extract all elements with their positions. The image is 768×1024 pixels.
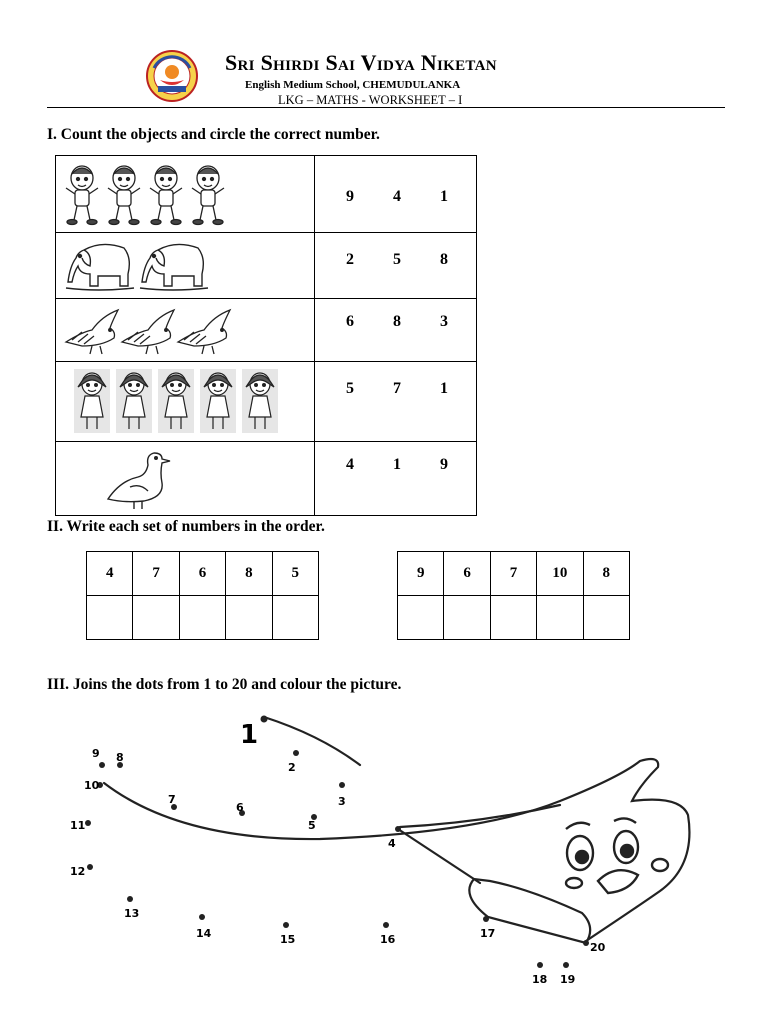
dot-label: 2 bbox=[288, 761, 296, 774]
given-number-cell: 7 bbox=[490, 552, 536, 596]
answer-cell[interactable] bbox=[179, 596, 225, 640]
dot-label: 9 bbox=[92, 747, 100, 760]
answer-cell[interactable] bbox=[226, 596, 272, 640]
dot-label: 1 bbox=[240, 720, 259, 750]
given-number-cell: 5 bbox=[272, 552, 318, 596]
answer-cell[interactable] bbox=[398, 596, 444, 640]
dot-label: 11 bbox=[70, 819, 86, 832]
count-row-duck bbox=[56, 442, 476, 517]
elephant-figures-icon bbox=[62, 236, 222, 296]
order-table-set2 bbox=[397, 551, 630, 640]
boys-number-choices bbox=[346, 188, 487, 206]
choice-number[interactable]: 1 bbox=[393, 456, 401, 473]
dot-label: 5 bbox=[308, 819, 316, 832]
choice-number[interactable]: 7 bbox=[393, 380, 401, 397]
choice-number[interactable]: 4 bbox=[346, 456, 354, 473]
boat-face bbox=[566, 818, 668, 893]
dot-label: 10 bbox=[84, 779, 100, 792]
choice-number[interactable]: 1 bbox=[440, 188, 448, 205]
given-number-cell: 8 bbox=[583, 552, 629, 596]
school-name: Sri Shirdi Sai Vidya Niketan bbox=[225, 50, 497, 75]
dot-label: 14 bbox=[196, 927, 212, 940]
dot-label: 16 bbox=[380, 933, 396, 946]
section2-heading: II. Write each set of numbers in the order. bbox=[47, 518, 325, 535]
answer-cell[interactable] bbox=[444, 596, 490, 640]
dot bbox=[339, 782, 345, 788]
duck-figure-icon bbox=[104, 447, 184, 513]
answer-cell[interactable] bbox=[272, 596, 318, 640]
girls-number-choices bbox=[346, 380, 487, 398]
answer-cell[interactable] bbox=[537, 596, 583, 640]
girl-figures-icon bbox=[74, 369, 294, 435]
dot bbox=[199, 914, 205, 920]
dot bbox=[99, 762, 105, 768]
elephants-pictures bbox=[62, 233, 222, 298]
section1-heading: I. Count the objects and circle the correct number. bbox=[47, 126, 380, 143]
dot-label: 13 bbox=[124, 907, 140, 920]
paddle-handle bbox=[398, 829, 480, 883]
answer-cell[interactable] bbox=[133, 596, 179, 640]
dot bbox=[261, 716, 268, 723]
dot bbox=[127, 896, 133, 902]
given-number-cell: 7 bbox=[133, 552, 179, 596]
answer-cell[interactable] bbox=[490, 596, 536, 640]
dot-label: 8 bbox=[116, 751, 124, 764]
duck-pictures bbox=[62, 442, 184, 517]
dot bbox=[293, 750, 299, 756]
choice-number[interactable]: 1 bbox=[440, 380, 448, 397]
pigeon-figures-icon bbox=[62, 302, 232, 358]
table-row bbox=[87, 552, 319, 596]
girls-pictures bbox=[62, 362, 294, 441]
dot bbox=[87, 864, 93, 870]
dot bbox=[563, 962, 569, 968]
header-divider bbox=[47, 107, 725, 108]
boy-figures-icon bbox=[62, 160, 232, 228]
count-row-boys bbox=[56, 156, 476, 233]
answer-cell[interactable] bbox=[87, 596, 133, 640]
dot-labels-group bbox=[70, 720, 606, 986]
choice-number[interactable]: 9 bbox=[346, 188, 354, 205]
given-number-cell: 4 bbox=[87, 552, 133, 596]
pigeons-number-choices bbox=[346, 313, 487, 331]
dot-label: 3 bbox=[338, 795, 346, 808]
choice-number[interactable]: 9 bbox=[440, 456, 448, 473]
given-number-cell: 9 bbox=[398, 552, 444, 596]
school-subtitle: English Medium School, CHEMUDULANKA bbox=[245, 79, 461, 91]
dot-label: 4 bbox=[388, 837, 396, 850]
boat-outline bbox=[104, 759, 689, 941]
pigeons-pictures bbox=[62, 299, 232, 361]
table-row bbox=[398, 552, 630, 596]
choice-number[interactable]: 3 bbox=[440, 313, 448, 330]
dot-label: 6 bbox=[236, 801, 244, 814]
school-logo-icon bbox=[146, 50, 198, 102]
dot bbox=[537, 962, 543, 968]
answer-cell[interactable] bbox=[583, 596, 629, 640]
order-table-set1 bbox=[86, 551, 319, 640]
elephants-number-choices bbox=[346, 251, 487, 269]
dot-label: 12 bbox=[70, 865, 86, 878]
dot-label: 15 bbox=[280, 933, 296, 946]
dot bbox=[283, 922, 289, 928]
choice-number[interactable]: 6 bbox=[346, 313, 354, 330]
dots-group bbox=[85, 716, 589, 969]
duck-number-choices bbox=[346, 456, 487, 474]
choice-number[interactable]: 2 bbox=[346, 251, 354, 268]
choice-number[interactable]: 5 bbox=[393, 251, 401, 268]
given-number-cell: 6 bbox=[444, 552, 490, 596]
given-number-cell: 10 bbox=[537, 552, 583, 596]
count-row-pigeons bbox=[56, 299, 476, 362]
given-number-cell: 6 bbox=[179, 552, 225, 596]
given-number-cell: 8 bbox=[226, 552, 272, 596]
count-objects-table bbox=[55, 155, 477, 516]
connected-segment bbox=[264, 717, 360, 765]
dot-label: 19 bbox=[560, 973, 576, 986]
dot-to-dot-boat-picture bbox=[60, 705, 720, 1005]
dot bbox=[85, 820, 91, 826]
dot bbox=[383, 922, 389, 928]
choice-number[interactable]: 8 bbox=[393, 313, 401, 330]
count-row-elephants bbox=[56, 233, 476, 299]
worksheet-title: LKG – MATHS - WORKSHEET – I bbox=[278, 93, 463, 107]
choice-number[interactable]: 5 bbox=[346, 380, 354, 397]
choice-number[interactable]: 8 bbox=[440, 251, 448, 268]
choice-number[interactable]: 4 bbox=[393, 188, 401, 205]
boys-pictures bbox=[62, 156, 232, 232]
dot bbox=[483, 916, 489, 922]
section3-heading: III. Joins the dots from 1 to 20 and colour the picture. bbox=[47, 676, 402, 693]
count-row-girls bbox=[56, 362, 476, 442]
dot-label: 17 bbox=[480, 927, 496, 940]
table-row bbox=[398, 596, 630, 640]
dot bbox=[395, 826, 401, 832]
table-row bbox=[87, 596, 319, 640]
dot-label: 20 bbox=[590, 941, 606, 954]
dot-label: 7 bbox=[168, 793, 176, 806]
dot-label: 18 bbox=[532, 973, 548, 986]
dot bbox=[583, 940, 589, 946]
